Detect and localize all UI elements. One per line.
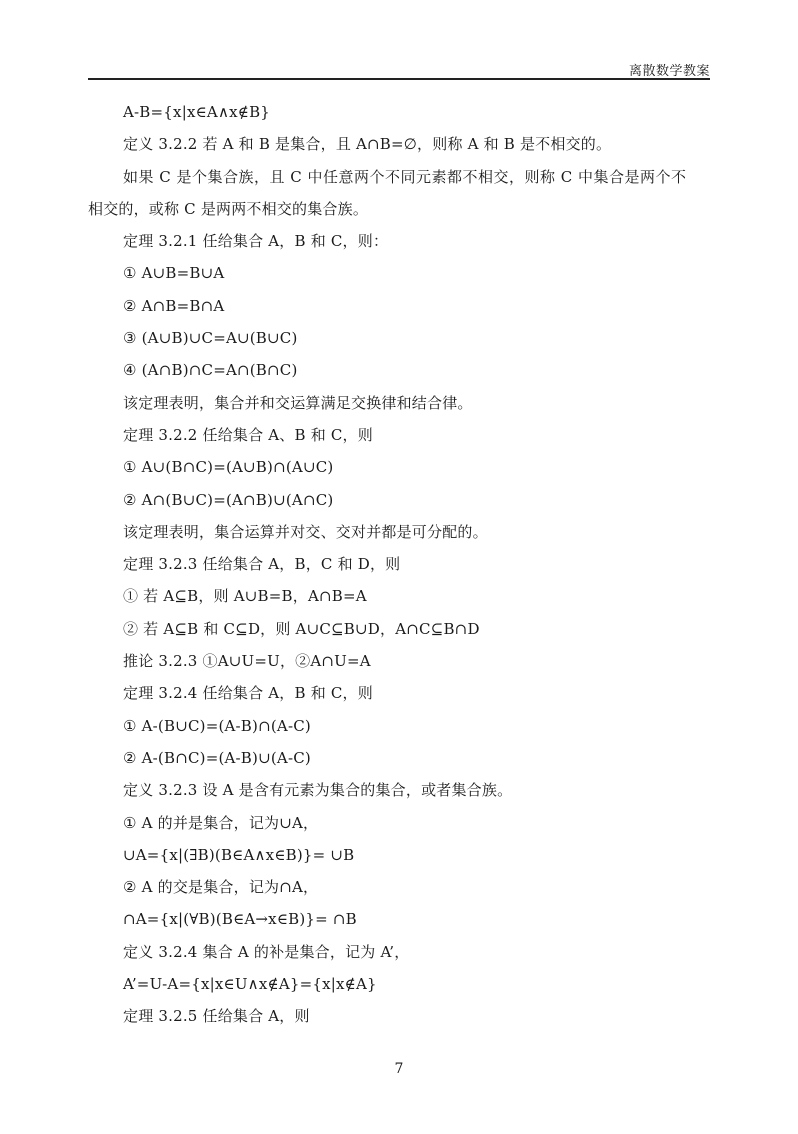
theorem-3-2-3: 定理 3.2.3 任给集合 A，B，C 和 D，则 xyxy=(123,555,401,574)
definition-3-2-3-intersection-formula: ∩A={x|(∀B)(B∈A→x∈B)}= ∩B xyxy=(123,910,357,929)
theorem-3-2-4-item-1: ① A-(B∪C)=(A-B)∩(A-C) xyxy=(123,716,311,735)
formula-difference-definition: A-B={x|x∈A∧x∉B} xyxy=(123,103,271,121)
definition-3-2-3-union-text: ① A 的并是集合，记为∪A， xyxy=(123,813,319,832)
theorem-3-2-1-remark: 该定理表明，集合并和交运算满足交换律和结合律。 xyxy=(123,393,473,412)
theorem-3-2-1-item-4: ④ (A∩B)∩C=A∩(B∩C) xyxy=(123,361,298,380)
paragraph-disjoint-family-line-1: 如果 C 是个集合族，且 C 中任意两个不同元素都不相交，则称 C 中集合是两个不 xyxy=(123,167,687,186)
theorem-3-2-4-item-2: ② A-(B∩C)=(A-B)∪(A-C) xyxy=(123,748,311,767)
definition-3-2-3: 定义 3.2.3 设 A 是含有元素为集合的集合，或者集合族。 xyxy=(123,781,513,800)
running-header-title: 离散数学教案 xyxy=(628,64,710,79)
theorem-3-2-2: 定理 3.2.2 任给集合 A、B 和 C，则 xyxy=(123,425,373,444)
corollary-3-2-3: 推论 3.2.3 ①A∪U=U，②A∩U=A xyxy=(123,652,371,671)
theorem-3-2-4: 定理 3.2.4 任给集合 A，B 和 C，则 xyxy=(123,684,373,703)
theorem-3-2-1-item-2: ② A∩B=B∩A xyxy=(123,296,225,315)
definition-3-2-3-intersection-text: ② A 的交是集合，记为∩A， xyxy=(123,878,319,897)
definition-3-2-4-formula: A’=U-A={x|x∈U∧x∉A}={x|x∉A} xyxy=(123,975,377,994)
definition-3-2-3-union-formula: ∪A={x|(∃B)(B∈A∧x∈B)}= ∪B xyxy=(123,845,355,864)
theorem-3-2-2-remark: 该定理表明，集合运算并对交、交对并都是可分配的。 xyxy=(123,522,488,541)
definition-3-2-2: 定义 3.2.2 若 A 和 B 是集合，且 A∩B=∅，则称 A 和 B 是不相交的。 xyxy=(123,135,612,154)
theorem-3-2-1-item-1: ① A∪B=B∪A xyxy=(123,264,225,283)
theorem-3-2-3-item-1: ① 若 A⊆B，则 A∪B=B，A∩B=A xyxy=(123,587,367,606)
theorem-3-2-1-item-3: ③ (A∪B)∪C=A∪(B∪C) xyxy=(123,329,298,348)
theorem-3-2-3-item-2: ② 若 A⊆B 和 C⊆D，则 A∪C⊆B∪D，A∩C⊆B∩D xyxy=(123,619,480,638)
theorem-3-2-2-item-2: ② A∩(B∪C)=(A∩B)∪(A∩C) xyxy=(123,490,334,509)
page-number: 7 xyxy=(394,1061,404,1077)
theorem-3-2-5: 定理 3.2.5 任给集合 A，则 xyxy=(123,1007,310,1026)
definition-3-2-4: 定义 3.2.4 集合 A 的补是集合，记为 A’， xyxy=(123,942,410,961)
theorem-3-2-2-item-1: ① A∪(B∩C)=(A∪B)∩(A∪C) xyxy=(123,458,334,477)
header-divider xyxy=(88,78,710,80)
paragraph-disjoint-family-line-2: 相交的，或称 C 是两两不相交的集合族。 xyxy=(88,199,369,218)
page-body xyxy=(88,96,718,1033)
theorem-3-2-1: 定理 3.2.1 任给集合 A，B 和 C，则： xyxy=(123,232,389,251)
